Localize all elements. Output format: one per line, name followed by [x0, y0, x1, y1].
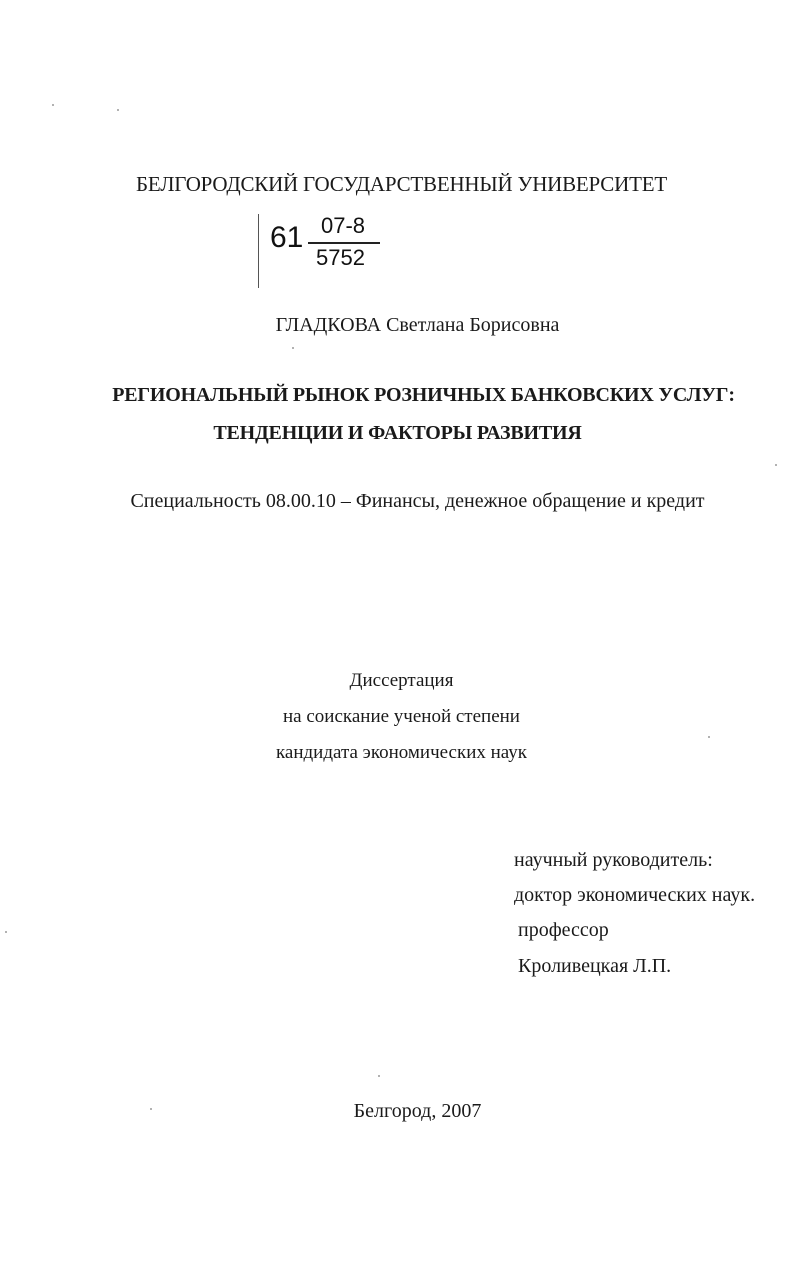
supervisor-rank: профессор	[518, 919, 609, 941]
degree-line-1: на соискание ученой степени	[283, 706, 520, 727]
scan-speck	[378, 1075, 380, 1077]
scan-speck	[117, 109, 119, 111]
scan-speck	[292, 347, 294, 349]
library-code-numerator: 07-8	[321, 213, 366, 238]
supervisor-name: Кроливецкая Л.П.	[518, 955, 672, 977]
dissertation-title-line-1: РЕГИОНАЛЬНЫЙ РЫНОК РОЗНИЧНЫХ БАНКОВСКИХ УСЛУГ:	[112, 384, 735, 406]
supervisor-degree: доктор экономических наук.	[514, 884, 756, 906]
scan-speck	[775, 464, 777, 466]
supervisor-label: научный руководитель:	[514, 849, 713, 871]
scan-speck	[150, 1108, 152, 1110]
stamp-vertical-line	[258, 214, 259, 288]
scan-speck	[708, 736, 710, 738]
library-code-main: 61	[270, 221, 304, 254]
scan-speck	[52, 104, 54, 106]
degree-line-2: кандидата экономических наук	[275, 742, 528, 763]
specialty: Специальность 08.00.10 – Финансы, денежное обращение и кредит	[130, 490, 705, 512]
scan-speck	[5, 931, 7, 933]
library-code-denominator: 5752	[316, 245, 365, 270]
author-name: ГЛАДКОВА Светлана Борисовна	[275, 314, 560, 336]
dissertation-title-line-2: ТЕНДЕНЦИИ И ФАКТОРЫ РАЗВИТИЯ	[213, 422, 582, 444]
dissertation-label: Диссертация	[349, 670, 454, 691]
university-name: БЕЛГОРОДСКИЙ ГОСУДАРСТВЕННЫЙ УНИВЕРСИТЕТ	[136, 172, 667, 196]
stamp-fraction-line	[308, 242, 380, 244]
city-year: Белгород, 2007	[353, 1100, 482, 1122]
